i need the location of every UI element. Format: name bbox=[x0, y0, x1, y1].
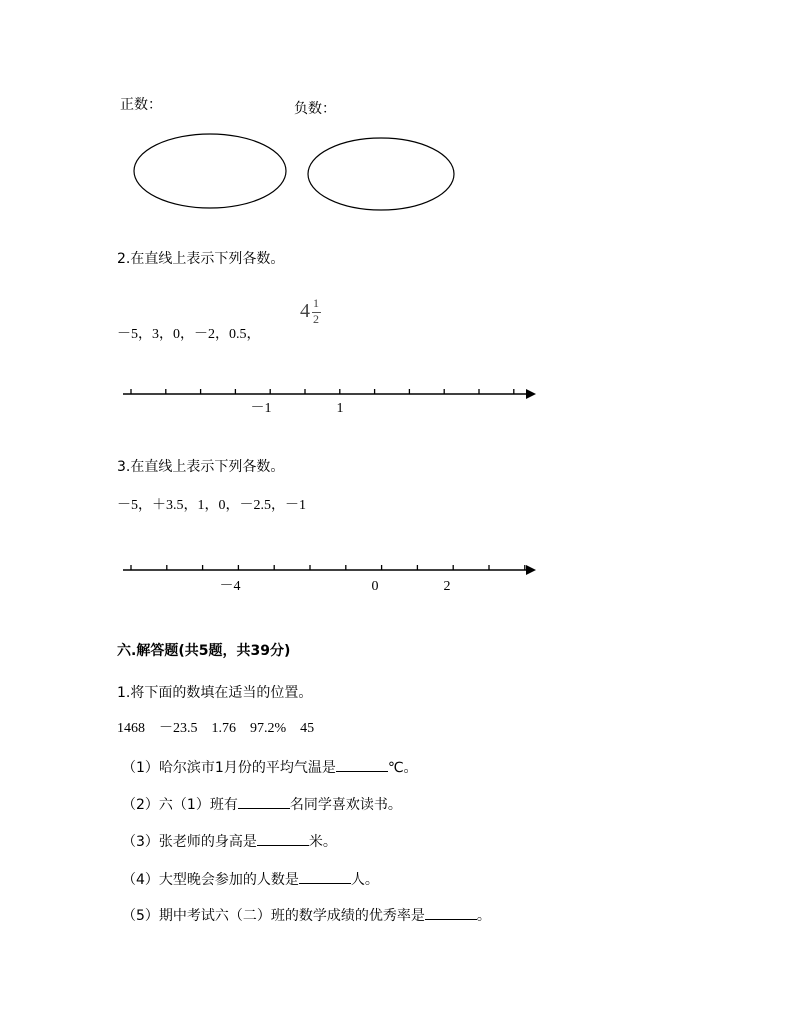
answer-blank[interactable] bbox=[425, 905, 477, 920]
fill-item-suffix: ℃。 bbox=[387, 760, 418, 776]
fill-item-suffix: 名同学喜欢读书。 bbox=[289, 797, 402, 813]
fill-item-text: （3）张老师的身高是 bbox=[122, 834, 257, 850]
fill-item-text: （4）大型晚会参加的人数是 bbox=[122, 872, 299, 888]
q3-axis-label-0: 0 bbox=[371, 579, 379, 594]
q2-prompt: 2.在直线上表示下列各数。 bbox=[117, 251, 285, 267]
mixed-denominator: 2 bbox=[313, 312, 319, 326]
q3-prompt: 3.在直线上表示下列各数。 bbox=[117, 459, 285, 475]
fill-item-text: （5）期中考试六（二）班的数学成绩的优秀率是 bbox=[122, 908, 425, 924]
mixed-whole: 4 bbox=[300, 300, 310, 322]
fill-item-text: （2）六（1）班有 bbox=[122, 797, 238, 813]
answer-blank[interactable] bbox=[257, 831, 309, 846]
mixed-numerator: 1 bbox=[313, 296, 319, 310]
fill-item-suffix: 米。 bbox=[308, 834, 337, 850]
positive-label: 正数： bbox=[120, 97, 162, 113]
answer-blank[interactable] bbox=[299, 869, 351, 884]
answer-blank[interactable] bbox=[336, 757, 388, 772]
fill-item-text: （1）哈尔滨市1月份的平均气温是 bbox=[122, 760, 336, 776]
section-6-heading: 六.解答题(共5题，共39分) bbox=[117, 643, 291, 659]
fill-item-2 bbox=[122, 794, 402, 814]
fill-item-1 bbox=[122, 757, 418, 777]
fill-item-5 bbox=[122, 905, 491, 925]
q3-numbers: －5，＋3.5，1，0，－2.5，－1 bbox=[117, 498, 306, 513]
q3-axis-label-neg4: －4 bbox=[219, 579, 241, 594]
q2-axis-label-1: 1 bbox=[336, 401, 344, 416]
s6q1-numbers: 1468 －23.5 1.76 97.2% 45 bbox=[117, 721, 315, 736]
fill-item-4 bbox=[122, 869, 379, 889]
q2-axis-label-neg1: －1 bbox=[250, 401, 272, 416]
fill-item-3 bbox=[122, 831, 337, 851]
s6q1-prompt: 1.将下面的数填在适当的位置。 bbox=[117, 685, 313, 701]
fill-item-suffix: 。 bbox=[476, 908, 491, 924]
q3-axis-label-2: 2 bbox=[443, 579, 451, 594]
fill-item-suffix: 人。 bbox=[350, 872, 379, 888]
q2-numbers: －5，3，0，－2，0.5， bbox=[117, 327, 261, 342]
negative-label: 负数： bbox=[294, 101, 336, 117]
answer-blank[interactable] bbox=[238, 794, 290, 809]
